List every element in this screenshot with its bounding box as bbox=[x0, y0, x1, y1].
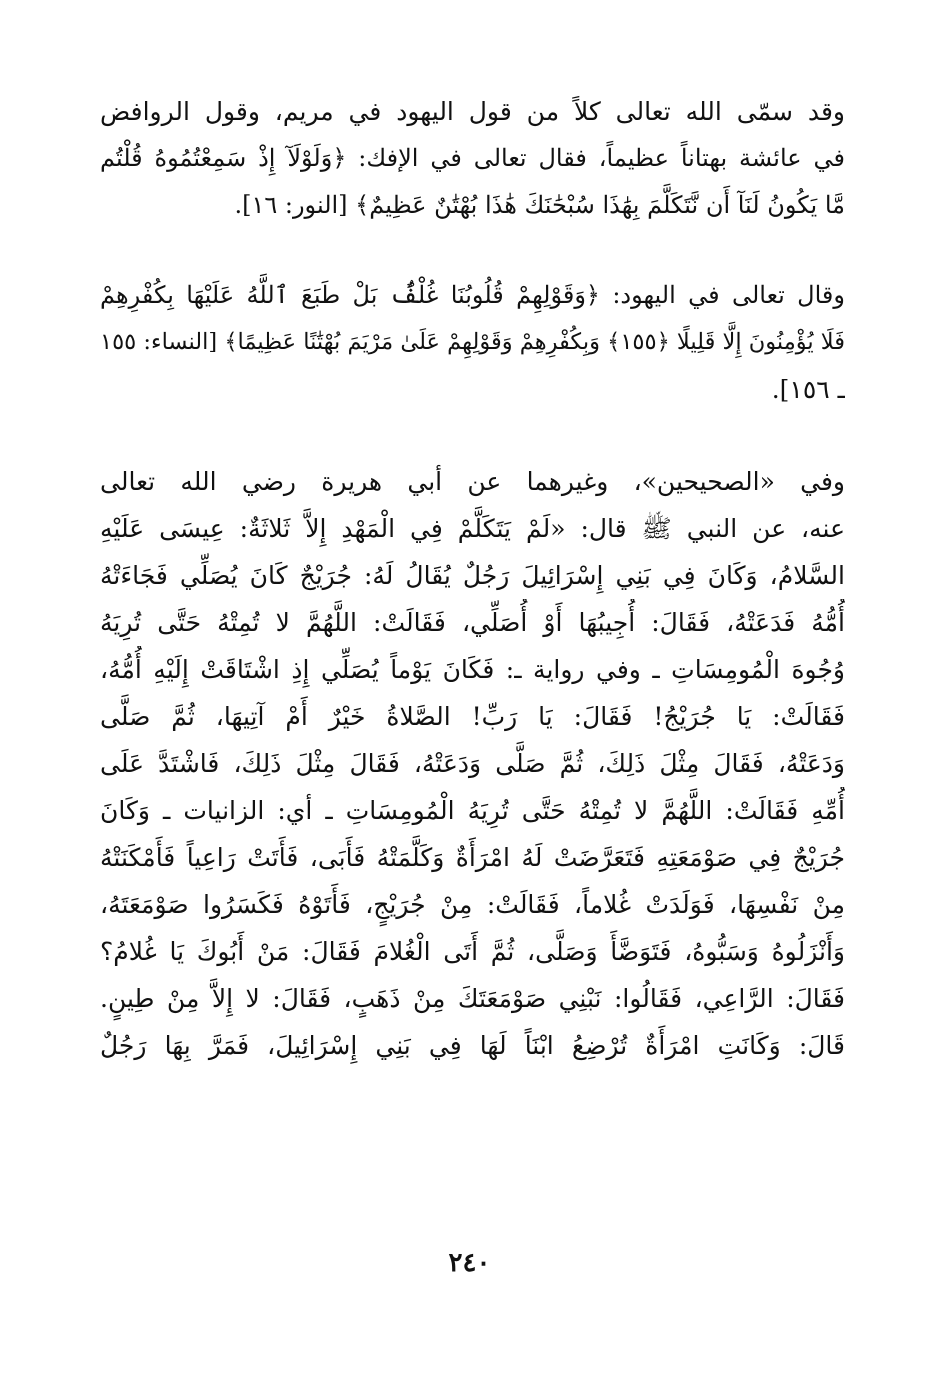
text-line: فَقَالَ: الرَّاعِي، فَقَالُوا: نَبْنِي صَوْمَعَتَكَ مِنْ ذَهَبٍ، فَقَالَ: لا إِلاَّ مِنْ طِينٍ. bbox=[100, 984, 845, 1013]
text-line: قَالَ: وَكَانَتِ امْرَأَةٌ تُرْضِعُ ابْنَاً لَهَا فِي بَنِي إِسْرَائِيلَ، فَمَرَّ بِهَا رَجُلٌ bbox=[100, 1031, 845, 1060]
text-line: وَأَنْزَلُوهُ وَسَبُّوهُ، فَتَوَضَّأَ وَصَلَّى، ثُمَّ أَتَى الْغُلامَ فَقَالَ: مَنْ أَبُوكَ يَا غُلامُ؟ bbox=[100, 937, 845, 966]
text-line: وَدَعَتْهُ، فَقَالَ مِثْلَ ذَلِكَ، ثُمَّ صَلَّى وَدَعَتْهُ، فَقَالَ مِثْلَ ذَلِكَ، فَاشْتَدَّ عَلَى bbox=[100, 749, 845, 778]
text-line: عنه، عن النبي ﷺ قال: «لَمْ يَتَكَلَّمْ فِي الْمَهْدِ إِلاَّ ثَلاثَةٌ: عِيسَى عَلَيْهِ bbox=[100, 514, 845, 543]
text-line: ـ ١٥٦]. bbox=[771, 375, 845, 404]
text-line: فَقَالَتْ: يَا جُرَيْجُ! فَقَالَ: يَا رَبِّ! الصَّلاةُ خَيْرٌ أَمْ آتِيهَا، ثُمَّ صَلَّى bbox=[100, 702, 845, 731]
text-line: جُرَيْجٌ فِي صَوْمَعَتِهِ فَتَعَرَّضَتْ لَهُ امْرَأَةٌ وَكَلَّمَتْهُ فَأَبَى، فَأَتَتْ رَاعِياً فَأَمْكَنَتْهُ bbox=[100, 843, 845, 872]
text-line: مَّا يَكُونُ لَنَآ أَن نَّتَكَلَّمَ بِهَٰذَا سُبْحَٰنَكَ هَٰذَا بُهْتَٰنٌ عَظِيمٌ﴾ [النور: ١٦]. bbox=[234, 191, 845, 219]
text-line: وُجُوهَ الْمُومِسَاتِ ـ وفي رواية ـ: فَكَانَ يَوْماً يُصَلِّي إِذِ اشْتَاقَتْ إِلَيْهِ أُمُّهُ، bbox=[100, 655, 845, 684]
text-line: في عائشة بهتاناً عظيماً، فقال تعالى في الإفك: ﴿وَلَوْلَآ إِذْ سَمِعْتُمُوهُ قُلْتُم bbox=[100, 144, 845, 172]
paragraph-3 bbox=[100, 458, 845, 1069]
text-line: السَّلامُ، وَكَانَ فِي بَنِي إِسْرَائِيلَ رَجُلٌ يُقَالُ لَهُ: جُرَيْجٌ كَانَ يُصَلِّي فَجَاءَتْهُ bbox=[100, 561, 845, 590]
text-line: فَلَا يُؤْمِنُونَ إِلَّا قَلِيلًا ﴿١٥٥﴾ وَبِكُفْرِهِمْ وَقَوْلِهِمْ عَلَىٰ مَرْيَمَ بُهْتَٰنًا عَظِيمًا﴾ [النساء: ١٥٥ bbox=[100, 329, 845, 355]
text-line: أُمِّهِ فَقَالَتْ: اللَّهُمَّ لا تُمِتْهُ حَتَّى تُرِيَهُ الْمُومِسَاتِ ـ أي: الزانيات ـ وَكَانَ bbox=[100, 796, 845, 825]
page-number: ٢٤٠ bbox=[448, 1248, 491, 1278]
text-line: وقال تعالى في اليهود: ﴿وَقَوْلِهِمْ قُلُوبُنَا غُلْفٌۢ بَلْ طَبَعَ ٱللَّهُ عَلَيْهَا بِكُفْرِهِمْ bbox=[100, 281, 845, 309]
paragraph-1 bbox=[100, 88, 845, 229]
text-line: وفي «الصحيحين»، وغيرهما عن أبي هريرة رضي الله تعالى bbox=[100, 467, 845, 496]
text-line: وقد سمّى الله تعالى كلاً من قول اليهود في مريم، وقول الروافض bbox=[100, 97, 845, 126]
text-line: أُمُّهُ فَدَعَتْهُ، فَقَالَ: أُجِيبُهَا أَوْ أُصَلِّي، فَقَالَتْ: اللَّهُمَّ لا تُمِتْهُ حَتَّى تُرِيَهُ bbox=[100, 608, 845, 637]
text-line: مِنْ نَفْسِهَا، فَوَلَدَتْ غُلاماً، فَقَالَتْ: مِنْ جُرَيْجٍ، فَأَتَوْهُ فَكَسَرُوا صَوْمَعَتَهُ، bbox=[100, 890, 845, 919]
paragraph-2 bbox=[100, 272, 845, 413]
